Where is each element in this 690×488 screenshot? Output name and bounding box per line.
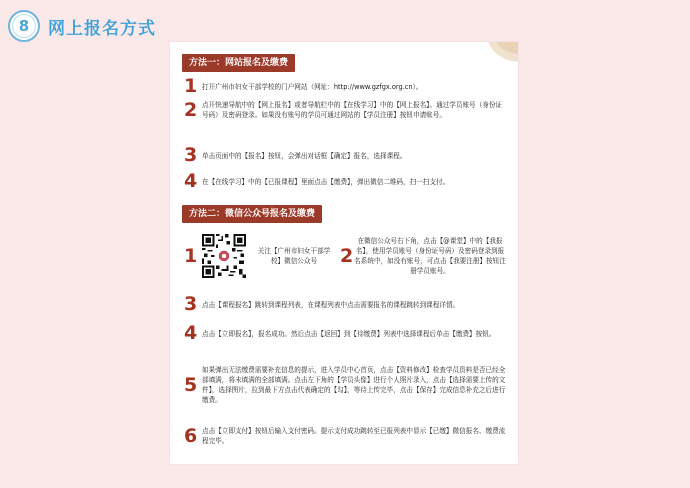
step-number: 3 (184, 144, 198, 166)
method1-step-4 (184, 172, 506, 191)
qr-label: 关注【广州市妇女干部学校】微信公众号 (257, 247, 331, 265)
method1-step-1 (184, 77, 506, 96)
qr-block (202, 234, 506, 278)
step-number: 5 (184, 373, 198, 396)
method2-step-4 (184, 324, 506, 343)
method2-step-6 (184, 426, 506, 446)
step-number: 1 (184, 75, 198, 97)
step-text: 点击【立即报名】，报名成功。然后点击【返回】到【待缴费】列表中选择课程后单击【缴费】按钮。 (202, 329, 496, 338)
method2-title: 方法二：微信公众号报名及缴费 (182, 205, 322, 223)
step-text: 点开快速导航中的【网上报名】或者导航栏中的【在线学习】中的【网上报名】。通过学员账号（身份证号码）及密码登录。如果没有账号的学员可通过网站的【学员注册】按钮申请账号。 (202, 101, 503, 119)
method2-step-3 (184, 295, 506, 314)
method1-step-3 (184, 146, 506, 165)
step-text: 点击【课程报名】跳转到课程列表，在课程列表中点击需要报名的课程跳转到课程详情。 (202, 300, 460, 309)
corner-decoration (482, 42, 518, 66)
section-title: 网上报名方式 (48, 18, 156, 39)
method1-title: 方法一：网站报名及缴费 (182, 54, 295, 72)
method1-step-2 (184, 100, 506, 120)
step-number: 4 (184, 322, 198, 344)
section-number: 8 (18, 17, 30, 35)
method2-step-5 (184, 365, 506, 405)
section-number-badge (8, 10, 40, 42)
section-header (8, 8, 156, 44)
step-number: 1 (184, 244, 198, 267)
step-number: 3 (184, 293, 198, 315)
wechat-qr-code (202, 234, 246, 278)
step-text: 在【在线学习】中的【已报课程】里面点击【缴费】，弹出微信二维码，扫一扫支付。 (202, 177, 450, 186)
step-text: 单击页面中的【报名】按钮，会弹出对话框【确定】报名，选择课程。 (202, 151, 407, 160)
step-number: 2 (184, 98, 198, 121)
instruction-card (170, 42, 518, 464)
step-text: 在微信公众号右下角，点击【@课堂】中的【我报名】，使用学员账号（身份证号码）及密码登录到报名系统中，如没有账号，可点击【我要注册】按钮注册学员账号。 (354, 237, 506, 275)
step-text: 打开广州市妇女干部学校的门户网站（网址：http://www.gzfgx.org.cn）。 (202, 82, 423, 91)
step-text: 如果弹出无法缴费需要补充信息的提示，进入学员中心首页，点击【资料修改】检查学员资料是否已经全部填满，将未填满的全部填满。点击左下角的【学员头像】进行个人照片录入，点击【选择需要上传的文件】，选择图片，拉到最下方点击代表确定的【勾】，等待上传完毕，点击【保存】完成信息补充之后进行缴费。 (202, 366, 506, 404)
step-number: 2 (340, 244, 354, 267)
step-number: 4 (184, 170, 198, 192)
step-number: 6 (184, 424, 198, 447)
step-text: 点击【立即支付】按钮后输入支付密码。提示支付成功跳转至已报列表中显示【已缴】微信报名、缴费流程完毕。 (202, 427, 506, 445)
method2-step-1 (184, 234, 506, 278)
